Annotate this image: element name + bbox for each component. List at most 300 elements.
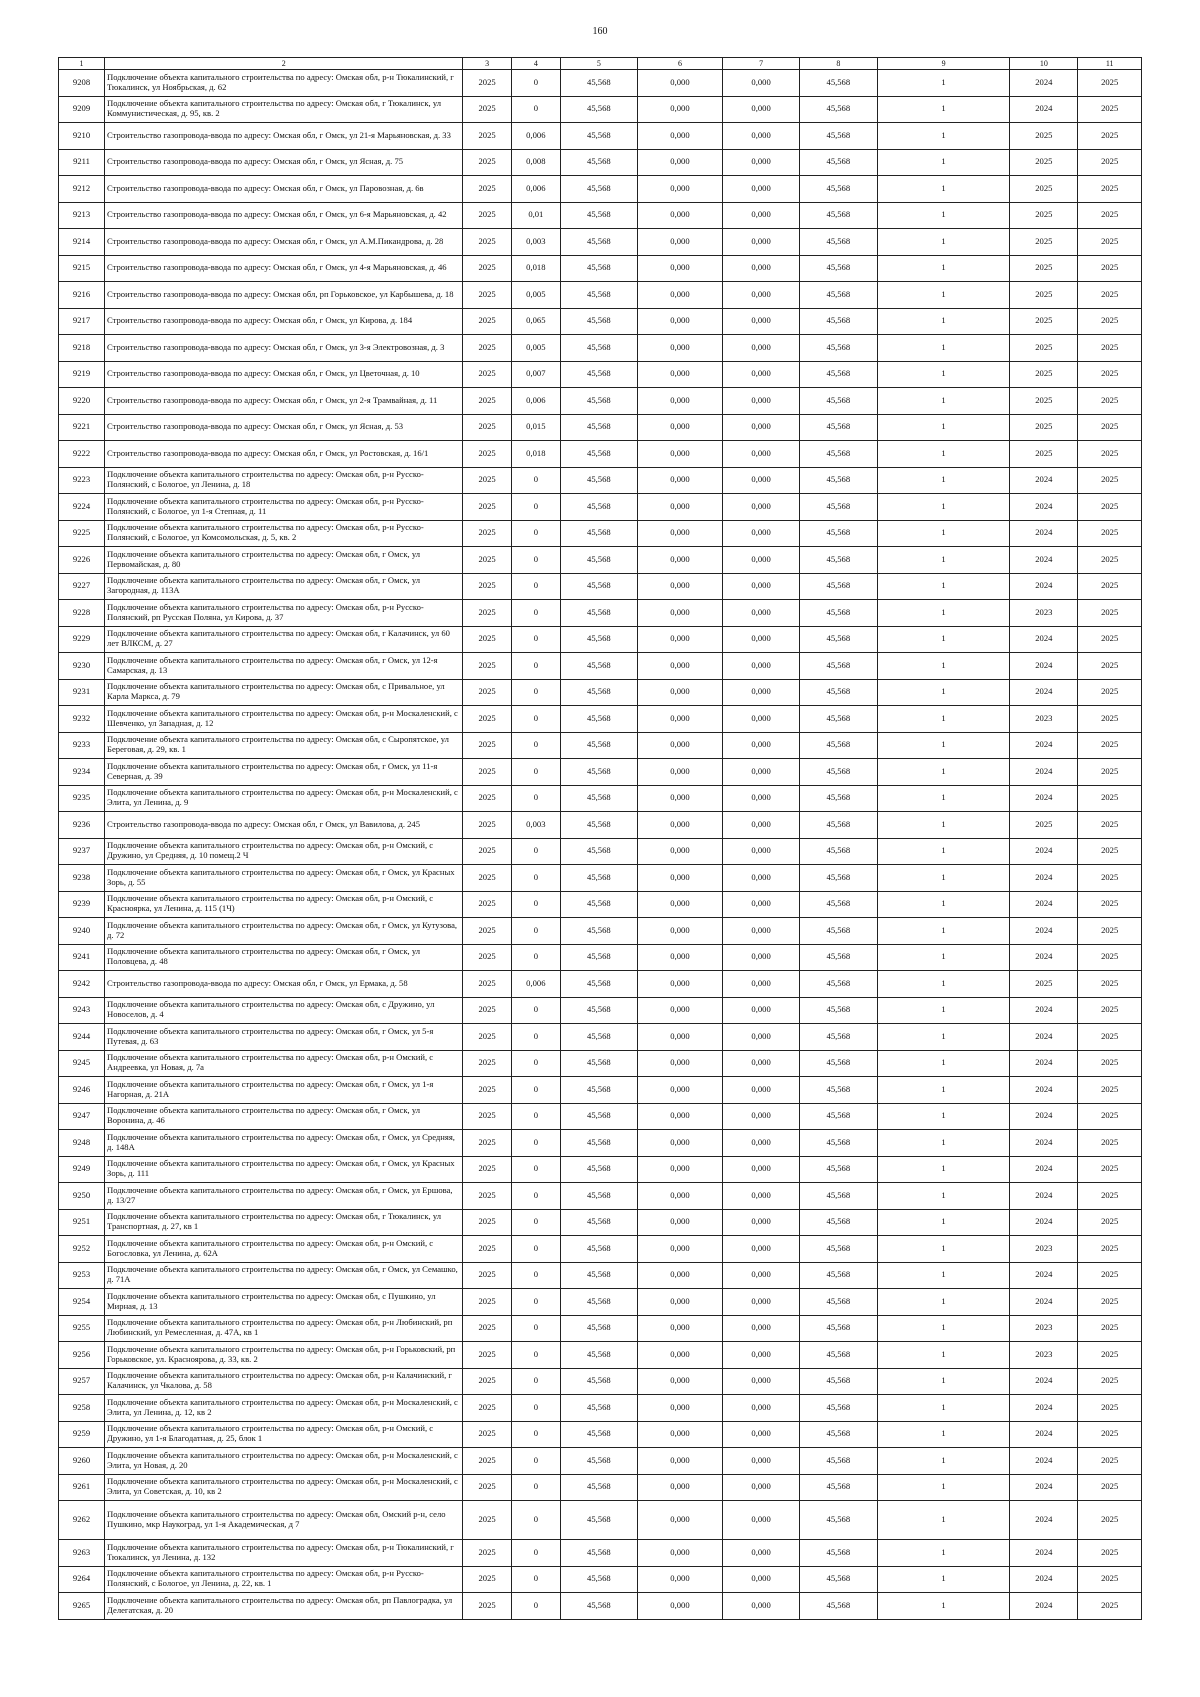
value-cell: 1 (877, 547, 1010, 574)
object-description-cell: Подключение объекта капитального строительства по адресу: Омская обл, р-н Русско-Полянский, рп Русская Поляна, ул Кирова, д. 37 (105, 600, 463, 627)
object-description-cell: Подключение объекта капитального строительства по адресу: Омская обл, г Омск, ул 11-я Северная, д. 39 (105, 759, 463, 786)
value-cell: 45,568 (561, 785, 638, 812)
value-cell: 45,568 (561, 971, 638, 998)
row-number-cell: 9237 (59, 838, 105, 865)
value-cell: 0,000 (723, 1130, 800, 1157)
value-cell: 2025 (463, 202, 511, 229)
row-number-cell: 9247 (59, 1103, 105, 1130)
value-cell: 2025 (463, 414, 511, 441)
column-header: 2 (105, 58, 463, 70)
row-number-cell: 9217 (59, 308, 105, 335)
column-header: 8 (799, 58, 877, 70)
value-cell: 0,000 (723, 918, 800, 945)
value-cell: 0 (511, 626, 560, 653)
value-cell: 2025 (1078, 388, 1142, 415)
value-cell: 2025 (1010, 335, 1078, 362)
value-cell: 0 (511, 1395, 560, 1422)
value-cell: 2024 (1010, 1289, 1078, 1316)
value-cell: 1 (877, 1289, 1010, 1316)
value-cell: 0,000 (637, 1077, 723, 1104)
value-cell: 1 (877, 494, 1010, 521)
value-cell: 0,000 (637, 1315, 723, 1342)
object-description-cell: Подключение объекта капитального строительства по адресу: Омская обл, г Омск, ул Загородная, д. 113А (105, 573, 463, 600)
value-cell: 0 (511, 1289, 560, 1316)
table-row (59, 679, 1142, 706)
value-cell: 45,568 (799, 202, 877, 229)
value-cell: 45,568 (561, 229, 638, 256)
object-description-cell: Подключение объекта капитального строительства по адресу: Омская обл, г Омск, ул 12-я Самарская, д. 13 (105, 653, 463, 680)
row-number-cell: 9231 (59, 679, 105, 706)
value-cell: 2025 (1078, 997, 1142, 1024)
value-cell: 2024 (1010, 679, 1078, 706)
value-cell: 1 (877, 626, 1010, 653)
value-cell: 45,568 (561, 1050, 638, 1077)
value-cell: 2025 (463, 1395, 511, 1422)
row-number-cell: 9216 (59, 282, 105, 309)
value-cell: 0,000 (723, 123, 800, 150)
table-row (59, 96, 1142, 123)
value-cell: 0 (511, 1209, 560, 1236)
value-cell: 2025 (1010, 176, 1078, 203)
value-cell: 45,568 (561, 149, 638, 176)
value-cell: 45,568 (799, 1593, 877, 1620)
value-cell: 2025 (463, 441, 511, 468)
row-number-cell: 9208 (59, 70, 105, 97)
object-description-cell: Подключение объекта капитального строительства по адресу: Омская обл, г Омск, ул Половцева, д. 48 (105, 944, 463, 971)
value-cell: 45,568 (561, 573, 638, 600)
value-cell: 45,568 (561, 1183, 638, 1210)
value-cell: 2025 (1078, 1183, 1142, 1210)
value-cell: 2025 (1078, 149, 1142, 176)
object-description-cell: Подключение объекта капитального строительства по адресу: Омская обл, р-н Русско-Полянский, с Бологое, ул Ленина, д. 22, кв. 1 (105, 1566, 463, 1593)
value-cell: 1 (877, 1183, 1010, 1210)
table-row (59, 1183, 1142, 1210)
value-cell: 2024 (1010, 759, 1078, 786)
value-cell: 2024 (1010, 494, 1078, 521)
value-cell: 0,000 (637, 414, 723, 441)
table-row (59, 494, 1142, 521)
value-cell: 0,000 (723, 997, 800, 1024)
value-cell: 1 (877, 653, 1010, 680)
value-cell: 0,000 (723, 282, 800, 309)
object-description-cell: Подключение объекта капитального строительства по адресу: Омская обл, г Калачинск, ул 60 лет ВЛКСМ, д. 27 (105, 626, 463, 653)
value-cell: 0,018 (511, 441, 560, 468)
value-cell: 2025 (1010, 414, 1078, 441)
value-cell: 1 (877, 679, 1010, 706)
value-cell: 45,568 (799, 1540, 877, 1567)
value-cell: 45,568 (561, 1395, 638, 1422)
table-row (59, 1130, 1142, 1157)
value-cell: 2023 (1010, 1342, 1078, 1369)
value-cell: 0,000 (637, 1540, 723, 1567)
value-cell: 0,000 (637, 626, 723, 653)
table-row (59, 1421, 1142, 1448)
table-row (59, 918, 1142, 945)
table-row (59, 282, 1142, 309)
table-row (59, 997, 1142, 1024)
row-number-cell: 9252 (59, 1236, 105, 1263)
value-cell: 2025 (463, 96, 511, 123)
value-cell: 0,000 (723, 1289, 800, 1316)
value-cell: 45,568 (561, 1540, 638, 1567)
value-cell: 45,568 (561, 202, 638, 229)
row-number-cell: 9239 (59, 891, 105, 918)
value-cell: 0,000 (637, 308, 723, 335)
value-cell: 2025 (1078, 600, 1142, 627)
object-description-cell: Строительство газопровода-ввода по адресу: Омская обл, г Омск, ул Кирова, д. 184 (105, 308, 463, 335)
value-cell: 45,568 (799, 123, 877, 150)
row-number-cell: 9242 (59, 971, 105, 998)
value-cell: 2025 (463, 494, 511, 521)
column-header: 11 (1078, 58, 1142, 70)
value-cell: 2025 (463, 70, 511, 97)
value-cell: 0,000 (637, 997, 723, 1024)
value-cell: 1 (877, 1209, 1010, 1236)
value-cell: 2025 (463, 1236, 511, 1263)
value-cell: 1 (877, 1474, 1010, 1501)
object-description-cell: Подключение объекта капитального строительства по адресу: Омская обл, р-н Москаленский, с Элита, ул Советская, д. 10, кв 2 (105, 1474, 463, 1501)
value-cell: 45,568 (561, 1566, 638, 1593)
value-cell: 2025 (1078, 1501, 1142, 1540)
row-number-cell: 9218 (59, 335, 105, 362)
object-description-cell: Подключение объекта капитального строительства по адресу: Омская обл, р-н Русско-Полянский, с Бологое, ул 1-я Степная, д. 11 (105, 494, 463, 521)
value-cell: 2025 (1078, 1395, 1142, 1422)
value-cell: 45,568 (799, 838, 877, 865)
row-number-cell: 9209 (59, 96, 105, 123)
value-cell: 1 (877, 971, 1010, 998)
value-cell: 0,000 (723, 520, 800, 547)
value-cell: 2025 (463, 838, 511, 865)
value-cell: 1 (877, 944, 1010, 971)
value-cell: 0,000 (723, 1050, 800, 1077)
value-cell: 45,568 (561, 997, 638, 1024)
row-number-cell: 9233 (59, 732, 105, 759)
value-cell: 0,006 (511, 971, 560, 998)
value-cell: 1 (877, 1077, 1010, 1104)
value-cell: 45,568 (799, 494, 877, 521)
row-number-cell: 9248 (59, 1130, 105, 1157)
value-cell: 45,568 (799, 653, 877, 680)
value-cell: 2025 (463, 388, 511, 415)
object-description-cell: Подключение объекта капитального строительства по адресу: Омская обл, р-н Омский, с Красноярка, ул Ленина, д. 115 (1Ч) (105, 891, 463, 918)
column-header: 3 (463, 58, 511, 70)
value-cell: 45,568 (561, 70, 638, 97)
value-cell: 0 (511, 1421, 560, 1448)
object-description-cell: Подключение объекта капитального строительства по адресу: Омская обл, с Привальное, ул Карла Маркса, д. 79 (105, 679, 463, 706)
value-cell: 2025 (1078, 1342, 1142, 1369)
table-row (59, 229, 1142, 256)
value-cell: 0,000 (637, 1421, 723, 1448)
value-cell: 45,568 (561, 414, 638, 441)
value-cell: 0,000 (723, 441, 800, 468)
row-number-cell: 9240 (59, 918, 105, 945)
table-row (59, 1395, 1142, 1422)
value-cell: 45,568 (561, 679, 638, 706)
value-cell: 0,000 (637, 1342, 723, 1369)
value-cell: 1 (877, 229, 1010, 256)
value-cell: 1 (877, 1024, 1010, 1051)
value-cell: 2025 (1078, 70, 1142, 97)
value-cell: 0,000 (723, 1156, 800, 1183)
table-row (59, 202, 1142, 229)
row-number-cell: 9227 (59, 573, 105, 600)
value-cell: 2025 (1078, 335, 1142, 362)
value-cell: 0 (511, 1262, 560, 1289)
value-cell: 45,568 (561, 891, 638, 918)
value-cell: 1 (877, 361, 1010, 388)
value-cell: 1 (877, 997, 1010, 1024)
object-description-cell: Подключение объекта капитального строительства по адресу: Омская обл, р-н Москаленский, с Шевченко, ул Западная, д. 12 (105, 706, 463, 733)
value-cell: 2025 (1078, 467, 1142, 494)
value-cell: 2025 (463, 1130, 511, 1157)
value-cell: 0,000 (637, 255, 723, 282)
value-cell: 2025 (463, 891, 511, 918)
value-cell: 2024 (1010, 1421, 1078, 1448)
object-description-cell: Строительство газопровода-ввода по адресу: Омская обл, г Омск, ул Ростовская, д. 16/1 (105, 441, 463, 468)
value-cell: 45,568 (561, 361, 638, 388)
object-description-cell: Строительство газопровода-ввода по адресу: Омская обл, г Омск, ул 21-я Марьяновская, д. 33 (105, 123, 463, 150)
value-cell: 45,568 (799, 1236, 877, 1263)
value-cell: 45,568 (561, 1024, 638, 1051)
row-number-cell: 9243 (59, 997, 105, 1024)
table-row (59, 1593, 1142, 1620)
value-cell: 45,568 (561, 520, 638, 547)
value-cell: 0 (511, 70, 560, 97)
value-cell: 1 (877, 1050, 1010, 1077)
table-row (59, 785, 1142, 812)
table-row (59, 1540, 1142, 1567)
value-cell: 0,000 (723, 653, 800, 680)
value-cell: 0,018 (511, 255, 560, 282)
value-cell: 0,000 (723, 1448, 800, 1475)
value-cell: 45,568 (561, 1156, 638, 1183)
value-cell: 0 (511, 1315, 560, 1342)
value-cell: 2025 (1078, 626, 1142, 653)
value-cell: 2024 (1010, 1593, 1078, 1620)
table-row (59, 467, 1142, 494)
value-cell: 0,000 (723, 547, 800, 574)
value-cell: 2025 (463, 335, 511, 362)
value-cell: 0,000 (637, 865, 723, 892)
value-cell: 0,000 (723, 1209, 800, 1236)
value-cell: 45,568 (561, 1342, 638, 1369)
value-cell: 2025 (1078, 812, 1142, 839)
value-cell: 0,006 (511, 123, 560, 150)
value-cell: 2025 (1078, 573, 1142, 600)
value-cell: 0,005 (511, 335, 560, 362)
value-cell: 0,000 (723, 70, 800, 97)
value-cell: 45,568 (561, 600, 638, 627)
row-number-cell: 9220 (59, 388, 105, 415)
value-cell: 2025 (1078, 1209, 1142, 1236)
value-cell: 2025 (463, 1024, 511, 1051)
value-cell: 0,000 (637, 1103, 723, 1130)
table-row (59, 1050, 1142, 1077)
row-number-cell: 9211 (59, 149, 105, 176)
table-row (59, 759, 1142, 786)
value-cell: 2025 (463, 865, 511, 892)
row-number-cell: 9214 (59, 229, 105, 256)
value-cell: 45,568 (799, 997, 877, 1024)
value-cell: 45,568 (561, 1315, 638, 1342)
value-cell: 2025 (463, 706, 511, 733)
value-cell: 2025 (463, 1566, 511, 1593)
value-cell: 0,01 (511, 202, 560, 229)
row-number-cell: 9228 (59, 600, 105, 627)
value-cell: 2025 (463, 600, 511, 627)
value-cell: 0,000 (723, 1566, 800, 1593)
value-cell: 2025 (1078, 176, 1142, 203)
value-cell: 2025 (463, 149, 511, 176)
value-cell: 0,000 (723, 361, 800, 388)
table-row (59, 573, 1142, 600)
value-cell: 45,568 (799, 1566, 877, 1593)
value-cell: 2025 (1078, 441, 1142, 468)
value-cell: 0,000 (637, 202, 723, 229)
page-number: 160 (592, 26, 608, 37)
value-cell: 0,000 (723, 732, 800, 759)
value-cell: 2024 (1010, 1077, 1078, 1104)
object-description-cell: Строительство газопровода-ввода по адресу: Омская обл, г Омск, ул 4-я Марьяновская, д. 46 (105, 255, 463, 282)
value-cell: 0,000 (637, 1593, 723, 1620)
value-cell: 0,015 (511, 414, 560, 441)
value-cell: 0,065 (511, 308, 560, 335)
table-row (59, 1342, 1142, 1369)
value-cell: 1 (877, 282, 1010, 309)
value-cell: 1 (877, 1540, 1010, 1567)
column-header: 10 (1010, 58, 1078, 70)
object-description-cell: Подключение объекта капитального строительства по адресу: Омская обл, г Тюкалинск, ул Транспортная, д. 27, кв 1 (105, 1209, 463, 1236)
value-cell: 45,568 (799, 944, 877, 971)
value-cell: 2024 (1010, 1448, 1078, 1475)
value-cell: 45,568 (561, 176, 638, 203)
value-cell: 0,000 (637, 1130, 723, 1157)
value-cell: 0,000 (723, 1540, 800, 1567)
value-cell: 2024 (1010, 1501, 1078, 1540)
value-cell: 0,005 (511, 282, 560, 309)
value-cell: 1 (877, 1315, 1010, 1342)
value-cell: 0 (511, 1130, 560, 1157)
value-cell: 2025 (1010, 202, 1078, 229)
value-cell: 0,000 (637, 1156, 723, 1183)
value-cell: 0,008 (511, 149, 560, 176)
value-cell: 2025 (1078, 1103, 1142, 1130)
object-description-cell: Подключение объекта капитального строительства по адресу: Омская обл, г Омск, ул Ершова, д. 13/27 (105, 1183, 463, 1210)
value-cell: 45,568 (561, 494, 638, 521)
table-row (59, 255, 1142, 282)
row-number-cell: 9253 (59, 1262, 105, 1289)
table-row (59, 1448, 1142, 1475)
value-cell: 1 (877, 759, 1010, 786)
object-description-cell: Строительство газопровода-ввода по адресу: Омская обл, г Омск, ул Цветочная, д. 10 (105, 361, 463, 388)
object-description-cell: Строительство газопровода-ввода по адресу: Омская обл, рп Горьковское, ул Карбышева, д. 18 (105, 282, 463, 309)
value-cell: 0,000 (723, 388, 800, 415)
value-cell: 1 (877, 1262, 1010, 1289)
value-cell: 1 (877, 308, 1010, 335)
value-cell: 0 (511, 653, 560, 680)
value-cell: 45,568 (799, 1368, 877, 1395)
row-number-cell: 9254 (59, 1289, 105, 1316)
value-cell: 45,568 (561, 944, 638, 971)
value-cell: 0,000 (637, 1024, 723, 1051)
value-cell: 45,568 (561, 335, 638, 362)
value-cell: 0 (511, 1448, 560, 1475)
value-cell: 0,000 (723, 891, 800, 918)
value-cell: 45,568 (799, 1289, 877, 1316)
table-row (59, 547, 1142, 574)
value-cell: 0 (511, 679, 560, 706)
row-number-cell: 9212 (59, 176, 105, 203)
row-number-cell: 9255 (59, 1315, 105, 1342)
table-row (59, 1077, 1142, 1104)
value-cell: 2025 (463, 944, 511, 971)
row-number-cell: 9260 (59, 1448, 105, 1475)
table-row (59, 1289, 1142, 1316)
value-cell: 1 (877, 865, 1010, 892)
value-cell: 0,000 (637, 918, 723, 945)
value-cell: 2025 (463, 361, 511, 388)
value-cell: 1 (877, 1421, 1010, 1448)
value-cell: 2025 (1078, 123, 1142, 150)
value-cell: 0 (511, 573, 560, 600)
value-cell: 2025 (1010, 308, 1078, 335)
value-cell: 2024 (1010, 838, 1078, 865)
value-cell: 1 (877, 1448, 1010, 1475)
value-cell: 1 (877, 1593, 1010, 1620)
value-cell: 2025 (1010, 123, 1078, 150)
value-cell: 2024 (1010, 785, 1078, 812)
row-number-cell: 9223 (59, 467, 105, 494)
value-cell: 1 (877, 467, 1010, 494)
value-cell: 2025 (1078, 520, 1142, 547)
value-cell: 0,000 (723, 96, 800, 123)
value-cell: 2025 (463, 1448, 511, 1475)
value-cell: 2024 (1010, 891, 1078, 918)
table-row (59, 308, 1142, 335)
object-description-cell: Строительство газопровода-ввода по адресу: Омская обл, г Омск, ул Паровозная, д. 6в (105, 176, 463, 203)
value-cell: 1 (877, 1566, 1010, 1593)
value-cell: 0,000 (637, 1289, 723, 1316)
row-number-cell: 9210 (59, 123, 105, 150)
column-header: 4 (511, 58, 560, 70)
value-cell: 0,003 (511, 229, 560, 256)
value-cell: 0,000 (637, 149, 723, 176)
value-cell: 2024 (1010, 467, 1078, 494)
value-cell: 2024 (1010, 1183, 1078, 1210)
value-cell: 45,568 (799, 1024, 877, 1051)
value-cell: 2025 (463, 1501, 511, 1540)
value-cell: 0,000 (723, 1315, 800, 1342)
table-row (59, 626, 1142, 653)
object-description-cell: Строительство газопровода-ввода по адресу: Омская обл, г Омск, ул 3-я Электровозная, д. 3 (105, 335, 463, 362)
table-row (59, 520, 1142, 547)
object-description-cell: Подключение объекта капитального строительства по адресу: Омская обл, г Омск, ул Первомайская, д. 80 (105, 547, 463, 574)
value-cell: 2025 (463, 759, 511, 786)
value-cell: 1 (877, 838, 1010, 865)
value-cell: 0 (511, 96, 560, 123)
value-cell: 0,000 (723, 1474, 800, 1501)
table-row (59, 971, 1142, 998)
value-cell: 0 (511, 1474, 560, 1501)
row-number-cell: 9215 (59, 255, 105, 282)
value-cell: 45,568 (799, 1474, 877, 1501)
value-cell: 2025 (1078, 361, 1142, 388)
row-number-cell: 9256 (59, 1342, 105, 1369)
value-cell: 1 (877, 176, 1010, 203)
value-cell: 0 (511, 918, 560, 945)
value-cell: 45,568 (799, 361, 877, 388)
value-cell: 0,000 (637, 467, 723, 494)
